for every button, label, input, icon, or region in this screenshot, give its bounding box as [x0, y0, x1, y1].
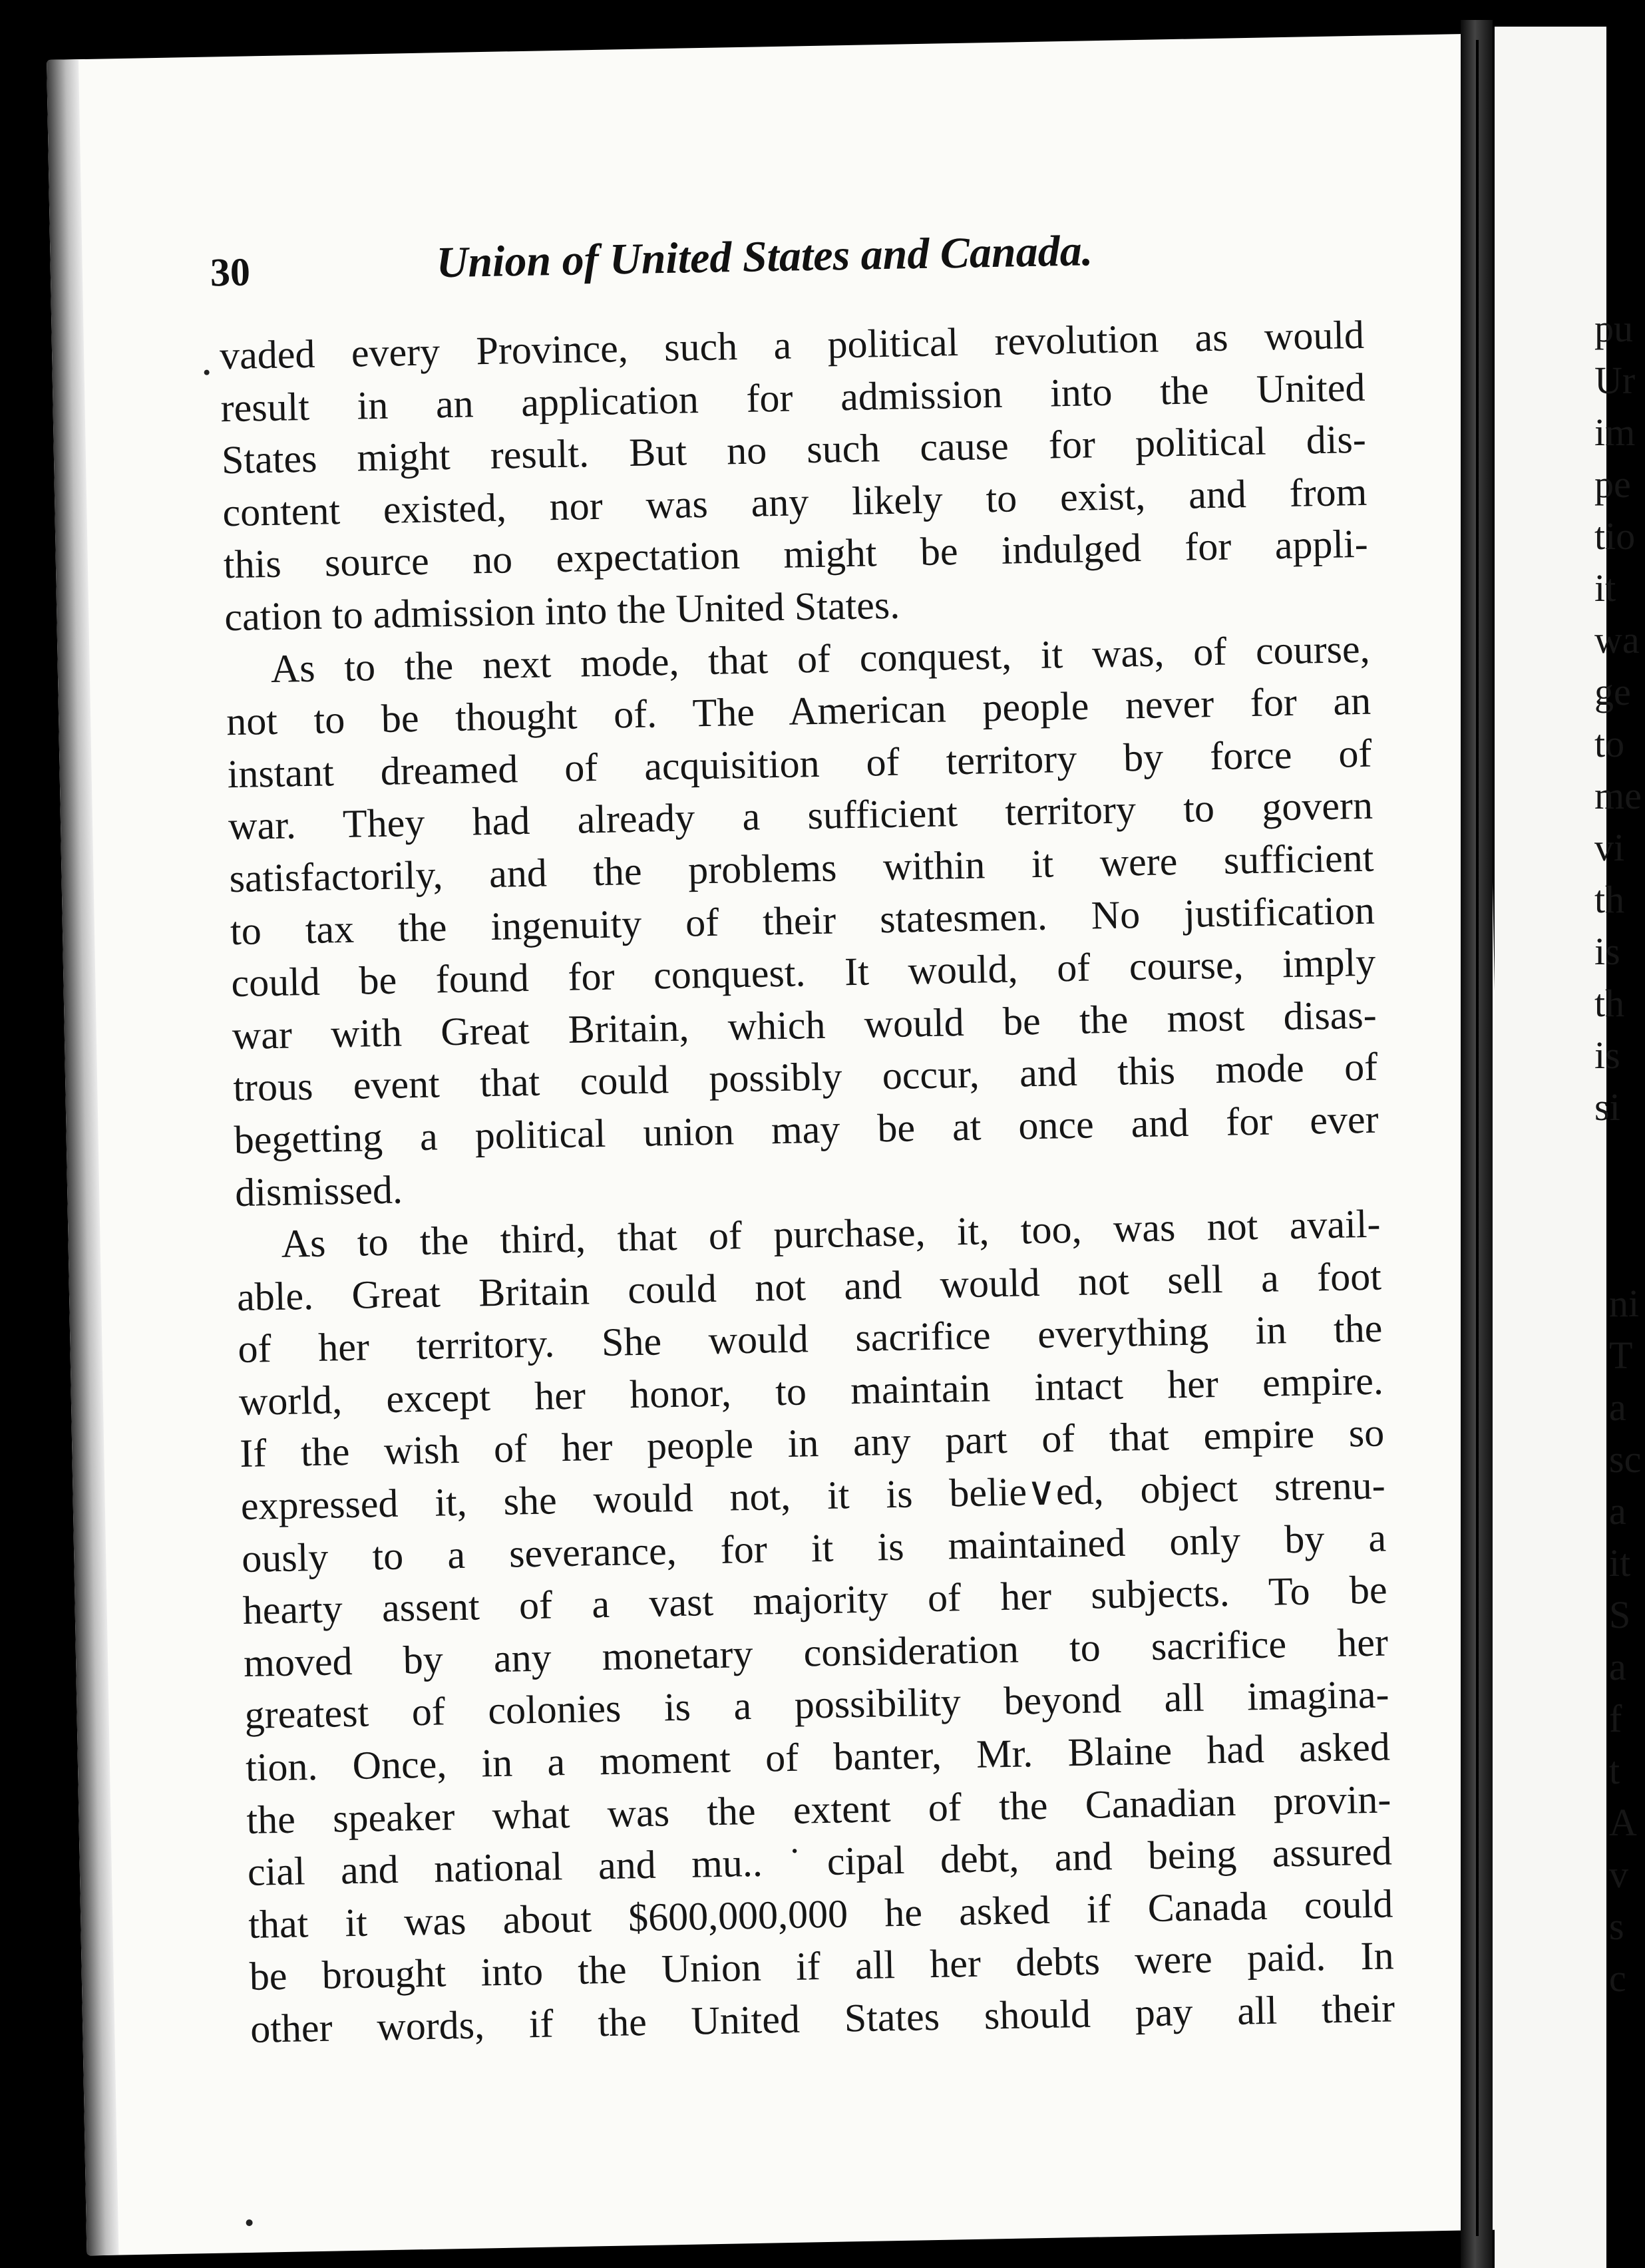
- facing-page-fragment: a: [1609, 1645, 1626, 1688]
- facing-page-fragment: Ur: [1594, 359, 1636, 402]
- facing-page-fragment: ge: [1594, 670, 1631, 713]
- facing-page-fragment: si: [1594, 1085, 1620, 1129]
- text-line: cial and national and mu..˙cipal debt, and being assured: [247, 1829, 1393, 1895]
- facing-page-fragment: T: [1609, 1334, 1633, 1377]
- text-line: dismissed.: [234, 1167, 403, 1215]
- facing-page-fragment: wa: [1594, 618, 1640, 662]
- facing-page-fragment: it: [1609, 1541, 1631, 1585]
- text-line: this source no expectation might be indulged for appli-: [223, 522, 1369, 587]
- text-line: that it was about $600,000,000 he asked if Canada could: [248, 1881, 1393, 1947]
- text-line: cation to admission into the United States.: [224, 582, 900, 640]
- text-line: war. They had already a sufficient territory to govern: [228, 783, 1373, 849]
- facing-page-fragment: pu: [1594, 307, 1633, 350]
- text-line: As to the third, that of purchase, it, too, was not avail-: [281, 1201, 1381, 1266]
- text-line: instant dreamed of acquisition of territory by force of: [227, 731, 1373, 796]
- text-line: satisfactorily, and the problems within it were sufficient: [228, 835, 1374, 901]
- facing-page-fragment: pe: [1594, 463, 1631, 506]
- facing-page-fragment: is: [1594, 1034, 1620, 1077]
- body-text: [219, 309, 1395, 2056]
- running-head: Union of United States and Canada.: [436, 226, 1093, 287]
- text-line: vaded every Province, such a political revolution as would: [219, 312, 1365, 378]
- facing-page-fragment: ni: [1609, 1282, 1640, 1325]
- facing-page-fragment: th: [1594, 878, 1625, 921]
- text-line: be brought into the Union if all her debts were paid. In: [249, 1933, 1395, 1999]
- text-line: could be found for conquest. It would, of course, imply: [230, 940, 1376, 1006]
- facing-page-fragment: S: [1609, 1593, 1631, 1636]
- ink-speck: [204, 370, 210, 375]
- text-line: to tax the ingenuity of their statesmen. No justification: [230, 888, 1375, 953]
- facing-page-fragment: th: [1594, 982, 1625, 1025]
- facing-page-fragment: f: [1609, 1697, 1622, 1740]
- facing-page-fragment: to: [1594, 722, 1625, 765]
- facing-page-fragment: it: [1594, 566, 1616, 610]
- text-line: hearty assent of a vast majority of her subjects. To be: [242, 1567, 1388, 1633]
- facing-page-fragment: im: [1594, 411, 1636, 454]
- text-line: States might result. But no such cause for political dis-: [221, 417, 1367, 482]
- facing-page-fragment: sc: [1609, 1437, 1642, 1481]
- text-line: of her territory. She would sacrifice everything in the: [237, 1306, 1383, 1372]
- text-line: tion. Once, in a moment of banter, Mr. Blaine had asked: [245, 1724, 1391, 1790]
- text-line: able. Great Britain could not and would not sell a foot: [236, 1254, 1382, 1319]
- page-fore-edge: [47, 59, 118, 2255]
- facing-page-fragment: c: [1609, 1957, 1626, 2000]
- page-number: 30: [210, 250, 251, 295]
- text-line: content existed, nor was any likely to exist, and from: [222, 469, 1368, 535]
- text-line: world, except her honor, to maintain intact her empire.: [238, 1358, 1384, 1423]
- facing-page-fragment: is: [1594, 930, 1620, 973]
- facing-page-fragment: v: [1609, 1853, 1628, 1896]
- text-line: trous event that could possibly occur, and this mode of: [232, 1044, 1378, 1110]
- text-line: greatest of colonies is a possibility beyond all imagina-: [244, 1672, 1389, 1738]
- text-line: other words, if the United States should pay all their: [250, 1986, 1395, 2051]
- facing-page-fragment: me: [1594, 774, 1642, 817]
- gutter-shadow-line: [1476, 40, 1479, 2236]
- ink-speck: [246, 2219, 253, 2226]
- text-line: war with Great Britain, which would be the most disas-: [232, 992, 1377, 1057]
- text-line: result in an application for admission into the United: [220, 365, 1366, 430]
- facing-page-fragment: a: [1609, 1386, 1626, 1429]
- text-line: begetting a political union may be at once and for ever: [234, 1097, 1379, 1163]
- text-line: If the wish of her people in any part of that empire so: [239, 1410, 1385, 1476]
- text-line: the speaker what was the extent of the Canadian provin-: [246, 1777, 1391, 1842]
- facing-page-fragment: A: [1609, 1801, 1637, 1844]
- text-line: ously to a severance, for it is maintained only by a: [241, 1515, 1387, 1581]
- facing-page: [1495, 27, 1645, 2268]
- text-line: expressed it, she would not, it is belie∨ed, object strenu-: [240, 1463, 1386, 1529]
- page-header: [210, 211, 1249, 317]
- text-line: not to be thought of. The American people never for an: [226, 678, 1371, 744]
- facing-page-fragment: s: [1609, 1905, 1624, 1948]
- left-page: [47, 34, 1517, 2256]
- facing-page-fragment: tio: [1594, 514, 1636, 558]
- facing-page-fragment: t: [1609, 1749, 1620, 1792]
- text-line: moved by any monetary consideration to sacrifice her: [243, 1620, 1389, 1685]
- facing-page-fragment: a: [1609, 1489, 1626, 1533]
- text-line: As to the next mode, that of conquest, it was, of course,: [270, 626, 1371, 691]
- facing-page-fragment: vi: [1594, 826, 1625, 869]
